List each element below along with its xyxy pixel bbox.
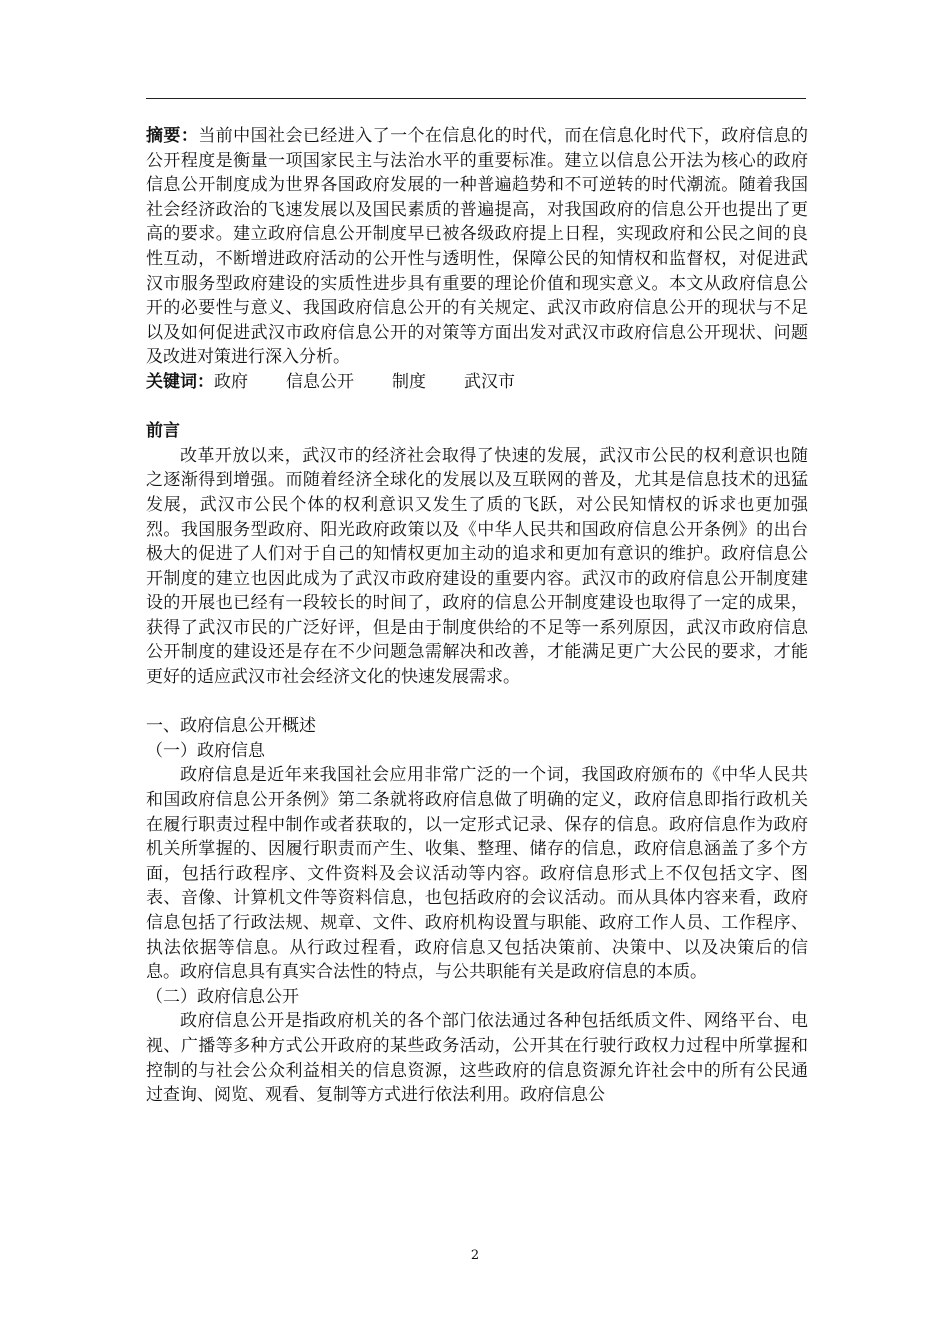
subsection-heading: （一）政府信息 [146, 740, 265, 761]
abstract-label: 摘要： [146, 126, 199, 146]
keyword-item: 政府 [214, 371, 248, 392]
header-rule [146, 98, 806, 99]
subsection-paragraph: 政府信息公开是指政府机关的各个部门依法通过各种包括纸质文件、网络平台、电视、广播等多种方式公开政府的某些政务活动，公开其在行驶行政权力过程中所掌握和控制的与社会公众利益相关的信息资源，这些政府的信息资源允许社会中的所有公民通过查询、阅览、观看、复制等方式进行依法利用。政府信息公 [146, 1011, 808, 1106]
preface-heading: 前言 [146, 421, 180, 442]
abstract-text: 当前中国社会已经进入了一个在信息化的时代，而在信息化时代下，政府信息的公开程度是衡量一项国家民主与法治水平的重要标准。建立以信息公开法为核心的政府信息公开制度成为世界各国政府发展的一种普遍趋势和不可逆转的时代潮流。随着我国社会经济政治的飞速发展以及国民素质的普遍提高，对我国政府的信息公开也提出了更高的要求。建立政府信息公开制度早已被各级政府提上日程，实现政府和公民之间的良性互动，不断增进政府活动的公开性与透明性，保障公民的知情权和监督权，对促进武汉市服务型政府建设的实质性进步具有重要的理论价值和现实意义。本文从政府信息公开的必要性与意义、我国政府信息公开的有关规定、武汉市政府信息公开的现状与不足以及如何促进武汉市政府信息公开的对策等方面出发对武汉市政府信息公开现状、问题及改进对策进行深入分析。 [146, 126, 809, 368]
document-body [146, 124, 808, 1108]
abstract-paragraph [146, 124, 808, 370]
section-heading: 一、政府信息公开概述 [146, 716, 316, 737]
keyword-item: 武汉市 [464, 371, 515, 392]
preface-paragraph: 改革开放以来，武汉市的经济社会取得了快速的发展，武汉市公民的权利意识也随之逐渐得到增强。而随着经济全球化的发展以及互联网的普及，尤其是信息技术的迅猛发展，武汉市公民个体的权利意识又发生了质的飞跃，对公民知情权的诉求也更加强烈。我国服务型政府、阳光政府政策以及《中华人民共和国政府信息公开条例》的出台极大的促进了人们对于自己的知情权更加主动的追求和更加有意识的维护。政府信息公开制度的建立也因此成为了武汉市政府建设的重要内容。武汉市的政府信息公开制度建设的开展也已经有一段较长的时间了，政府的信息公开制度建设也取得了一定的成果，获得了武汉市民的广泛好评，但是由于制度供给的不足等一系列原因，武汉市政府信息公开制度的建设还是存在不少问题急需解决和改善，才能满足更广大公民的要求，才能更好的适应武汉市社会经济文化的快速发展需求。 [146, 445, 808, 688]
subsection-heading: （二）政府信息公开 [146, 986, 299, 1007]
subsection-paragraph: 政府信息是近年来我国社会应用非常广泛的一个词，我国政府颁布的《中华人民共和国政府信息公开条例》第二条就将政府信息做了明确的定义，政府信息即指行政机关在履行职责过程中制作或者获取的，以一定形式记录、保存的信息。政府信息作为政府机关所掌握的、因履行职责而产生、收集、整理、储存的信息，政府信息涵盖了多个方面，包括行政程序、文件资料及会议活动等内容。政府信息形式上不仅包括文字、图表、音像、计算机文件等资料信息，也包括政府的会议活动。而从具体内容来看，政府信息包括了行政法规、规章、文件、政府机构设置与职能、政府工作人员、工作程序、执法依据等信息。从行政过程看，政府信息又包括决策前、决策中、以及决策后的信息。政府信息具有真实合法性的特点，与公共职能有关是政府信息的本质。 [146, 765, 808, 983]
keyword-item: 制度 [392, 371, 426, 392]
spacer [146, 690, 808, 715]
keywords-label: 关键词： [146, 371, 214, 392]
page-number: 2 [470, 1248, 480, 1263]
keywords-row [146, 370, 808, 395]
keyword-item: 信息公开 [286, 371, 354, 392]
spacer [146, 395, 808, 420]
